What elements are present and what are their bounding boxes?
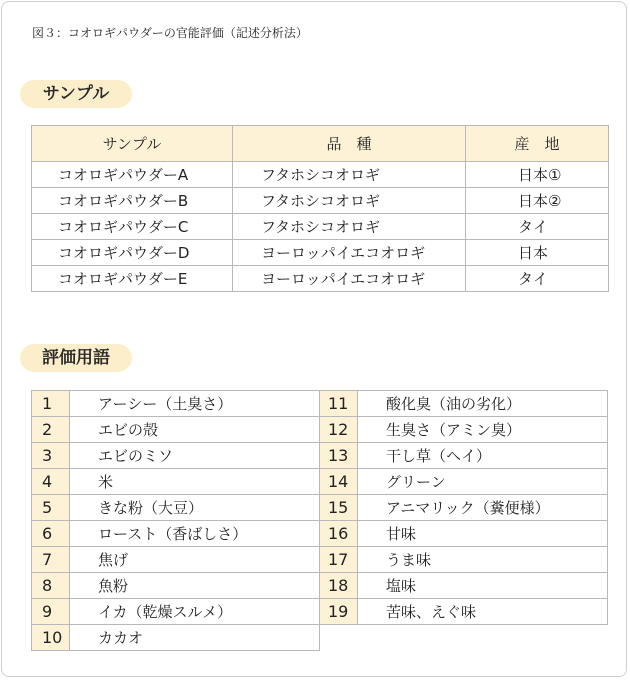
sample-name: コオロギパウダーB	[32, 188, 233, 214]
sample-variety: ヨーロッパイエコオロギ	[233, 266, 466, 292]
term-label: エビの殻	[70, 417, 320, 443]
term-label: きな粉（大豆）	[70, 495, 320, 521]
term-number: 18	[320, 573, 358, 599]
term-row	[32, 573, 320, 599]
sample-table-header	[32, 126, 609, 162]
sample-origin: 日本	[466, 240, 609, 266]
sample-origin: 日本①	[466, 162, 609, 188]
term-row	[32, 521, 320, 547]
table-row	[32, 266, 609, 292]
term-label: 魚粉	[70, 573, 320, 599]
term-row	[320, 521, 608, 547]
sample-name: コオロギパウダーA	[32, 162, 233, 188]
term-label: ロースト（香ばしさ）	[70, 521, 320, 547]
sample-section-heading: サンプル	[20, 80, 132, 108]
sample-table	[31, 125, 609, 292]
sample-origin: タイ	[466, 266, 609, 292]
term-label: 米	[70, 469, 320, 495]
sample-name: コオロギパウダーC	[32, 214, 233, 240]
term-row	[32, 495, 320, 521]
sample-variety: ヨーロッパイエコオロギ	[233, 240, 466, 266]
term-number: 5	[32, 495, 70, 521]
column-header-origin: 産 地	[466, 126, 609, 162]
sample-origin: タイ	[466, 214, 609, 240]
term-number: 6	[32, 521, 70, 547]
term-number: 19	[320, 599, 358, 625]
column-header-sample: サンプル	[32, 126, 233, 162]
term-label: 干し草（ヘイ）	[358, 443, 608, 469]
term-row	[32, 469, 320, 495]
table-row	[32, 240, 609, 266]
term-number: 10	[32, 625, 70, 651]
term-label: 塩味	[358, 573, 608, 599]
term-row	[320, 547, 608, 573]
term-label: アーシー（土臭さ）	[70, 391, 320, 417]
terms-section-heading: 評価用語	[20, 344, 132, 372]
term-label: 酸化臭（油の劣化）	[358, 391, 608, 417]
term-label: うま味	[358, 547, 608, 573]
sample-variety: フタホシコオロギ	[233, 162, 466, 188]
sample-origin: 日本②	[466, 188, 609, 214]
term-label: アニマリック（糞便様）	[358, 495, 608, 521]
term-row	[320, 469, 608, 495]
term-label: 焦げ	[70, 547, 320, 573]
term-number: 3	[32, 443, 70, 469]
term-number: 1	[32, 391, 70, 417]
term-label: 生臭さ（アミン臭）	[358, 417, 608, 443]
term-number: 11	[320, 391, 358, 417]
term-number: 17	[320, 547, 358, 573]
term-row	[320, 599, 608, 625]
term-row	[32, 547, 320, 573]
term-number: 7	[32, 547, 70, 573]
sample-name: コオロギパウダーD	[32, 240, 233, 266]
term-row	[320, 573, 608, 599]
term-number: 14	[320, 469, 358, 495]
figure-title: 図３：コオロギパウダーの官能評価（記述分析法）	[32, 26, 308, 40]
term-row	[32, 443, 320, 469]
sample-variety: フタホシコオロギ	[233, 188, 466, 214]
term-number: 2	[32, 417, 70, 443]
term-number: 15	[320, 495, 358, 521]
term-row	[320, 443, 608, 469]
table-row	[32, 214, 609, 240]
term-number: 8	[32, 573, 70, 599]
term-number: 13	[320, 443, 358, 469]
column-header-variety: 品 種	[233, 126, 466, 162]
term-label: イカ（乾燥スルメ）	[70, 599, 320, 625]
term-label: グリーン	[358, 469, 608, 495]
sample-variety: フタホシコオロギ	[233, 214, 466, 240]
sample-name: コオロギパウダーE	[32, 266, 233, 292]
term-label: エビのミソ	[70, 443, 320, 469]
term-row	[32, 625, 320, 651]
term-number: 9	[32, 599, 70, 625]
term-row	[32, 391, 320, 417]
term-row	[320, 417, 608, 443]
terms-table-left	[31, 390, 320, 651]
table-row	[32, 188, 609, 214]
term-label: 苦味、えぐ味	[358, 599, 608, 625]
term-label: カカオ	[70, 625, 320, 651]
table-row	[32, 162, 609, 188]
term-row	[320, 495, 608, 521]
term-label: 甘味	[358, 521, 608, 547]
term-number: 12	[320, 417, 358, 443]
term-row	[32, 599, 320, 625]
term-number: 16	[320, 521, 358, 547]
terms-table-right	[319, 390, 608, 625]
term-number: 4	[32, 469, 70, 495]
term-row	[320, 391, 608, 417]
term-row	[32, 417, 320, 443]
